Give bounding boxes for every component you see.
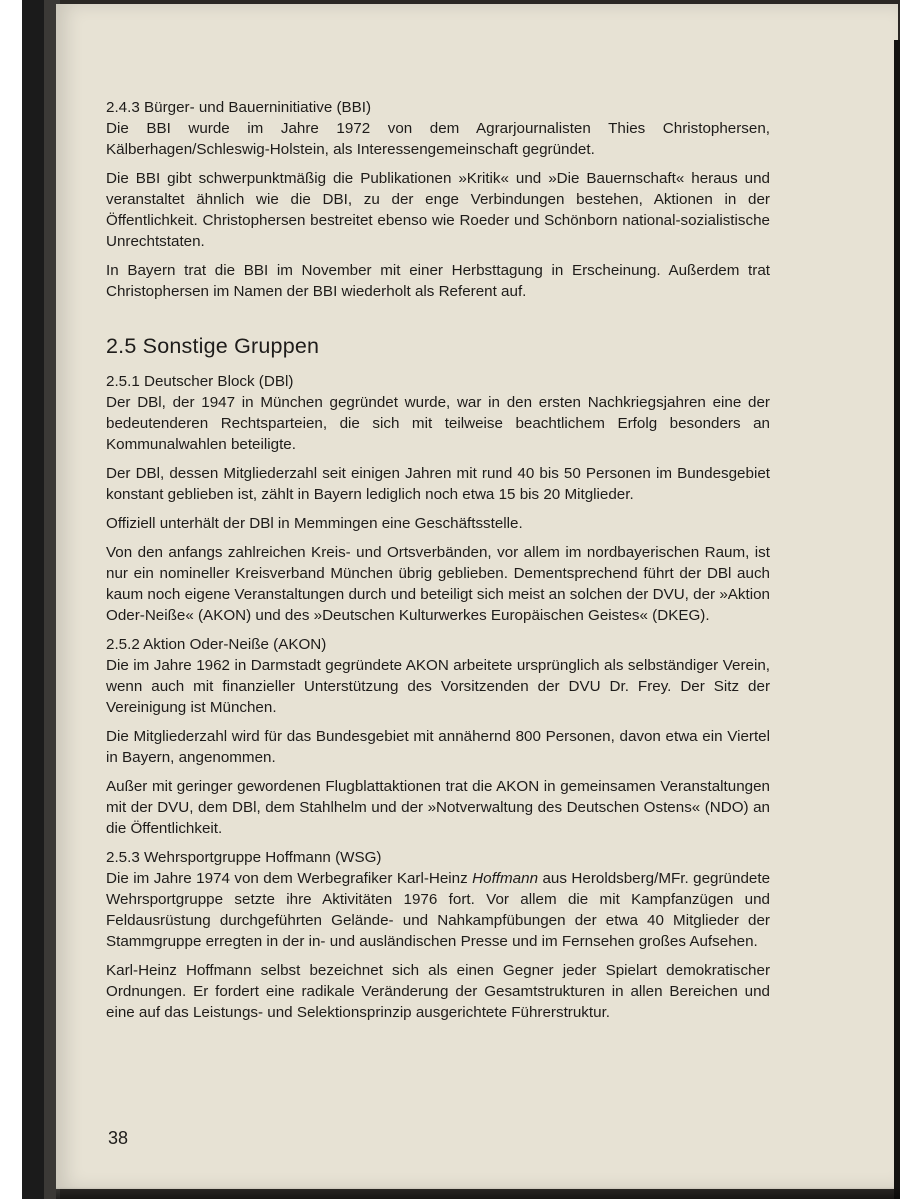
wsg-paragraph-1-rest: aus Heroldsberg/MFr. gegründete Wehrsportgruppe setzte ihre Aktivitäten 1976 fort. Vor allem die mit Kampfanzügen und Feldausrüstung durchgeführten Gelände- und Nahkampfübungen der etwa 40 Mitglieder der Stammgruppe erregten in der in- und ausländischen Presse und im Fernsehen großes Aufsehen. (106, 870, 771, 950)
wsg-heading: 2.5.3 Wehrsportgruppe Hoffmann (WSG) (106, 849, 382, 866)
section-dbl (106, 371, 770, 626)
section-wsg (106, 847, 770, 1023)
dbl-paragraph-2: Der DBl, dessen Mitgliederzahl seit einigen Jahren mit rund 40 bis 50 Personen im Bundesgebiet konstant geblieben ist, zählt in Bayern lediglich noch etwa 15 bis 20 Mitglieder. (106, 465, 770, 503)
dbl-paragraph-4: Von den anfangs zahlreichen Kreis- und Ortsverbänden, vor allem im nordbayerischen Raum, ist nur ein nomineller Kreisverband München übrig geblieben. Dementsprechend führt der DBl auch kaum noch eigene Veranstaltungen durch und beteiligt sich meist an solchen der DVU, der »Aktion Oder-Neiße« (AKON) und des »Deutschen Kulturwerkes Europäischen Geistes« (DKEG). (106, 544, 770, 624)
wsg-paragraph-2: Karl-Heinz Hoffmann selbst bezeichnet sich als einen Gegner jeder Spielart demokratischer Ordnungen. Er fordert eine radikale Veränderung der Gesamtstrukturen in allen Bereichen und eine auf das Leistungs- und Selektionsprinzip ausgerichtete Führerstruktur. (106, 962, 770, 1021)
page-number: 38 (108, 1128, 129, 1148)
bbi-paragraph-1: Die BBI wurde im Jahre 1972 von dem Agrarjournalisten Thies Christophersen, Kälberhagen/Schleswig-Holstein, als Interessengemeinschaft gegründet. (106, 120, 770, 158)
bbi-heading: 2.4.3 Bürger- und Bauerninitiative (BBI) (106, 99, 372, 116)
dbl-paragraph-3: Offiziell unterhält der DBl in Memmingen eine Geschäftsstelle. (106, 515, 523, 532)
page-right-shadow (894, 40, 900, 1199)
page-bottom-shadow (56, 1187, 900, 1199)
akon-paragraph-1: Die im Jahre 1962 in Darmstadt gegründete AKON arbeitete ursprünglich als selbständiger Verein, wenn auch mit finanzieller Unterstützung des Vorsitzenden der DVU Dr. Frey. Der Sitz der Vereinigung ist München. (106, 657, 770, 716)
section-akon (106, 634, 770, 839)
akon-paragraph-2: Die Mitgliederzahl wird für das Bundesgebiet mit annähernd 800 Personen, davon etwa ein Viertel in Bayern, angenommen. (106, 728, 770, 766)
book-binding-edge (0, 0, 60, 1199)
akon-heading: 2.5.2 Aktion Oder-Neiße (AKON) (106, 636, 327, 653)
bbi-paragraph-2: Die BBI gibt schwerpunktmäßig die Publikationen »Kritik« und »Die Bauernschaft« heraus und veranstaltet ähnlich wie die DBI, zu der enge Verbindungen bestehen, Aktionen in der Öffentlichkeit. Christophersen bestreitet ebenso wie Roeder und Schönborn national-sozialistische Unrechtstaten. (106, 170, 770, 250)
dbl-heading: 2.5.1 Deutscher Block (DBl) (106, 373, 294, 390)
section-bbi (106, 97, 770, 302)
akon-paragraph-3: Außer mit geringer gewordenen Flugblattaktionen trat die AKON in gemeinsamen Veranstaltungen mit der DVU, dem DBl, dem Stahlhelm und der »Notverwaltung des Deutschen Ostens« (NDO) an die Öffentlichkeit. (106, 778, 770, 837)
wsg-paragraph-1 (106, 868, 770, 952)
page-content (106, 97, 770, 1031)
dbl-paragraph-1: Der DBl, der 1947 in München gegründet wurde, war in den ersten Nachkriegsjahren eine der bedeutenderen Rechtsparteien, die sich mit teilweise beachtlichem Erfolg besonders an Kommunalwahlen beteiligte. (106, 394, 770, 453)
wsg-founder-name: Hoffmann (472, 870, 539, 887)
section-title: 2.5 Sonstige Gruppen (106, 334, 320, 358)
bbi-paragraph-3: In Bayern trat die BBI im November mit einer Herbsttagung in Erscheinung. Außerdem trat Christophersen im Namen der BBI wiederholt als Referent auf. (106, 262, 770, 300)
wsg-paragraph-1-start: Die im Jahre 1974 von dem Werbegrafiker Karl-Heinz (106, 870, 473, 887)
